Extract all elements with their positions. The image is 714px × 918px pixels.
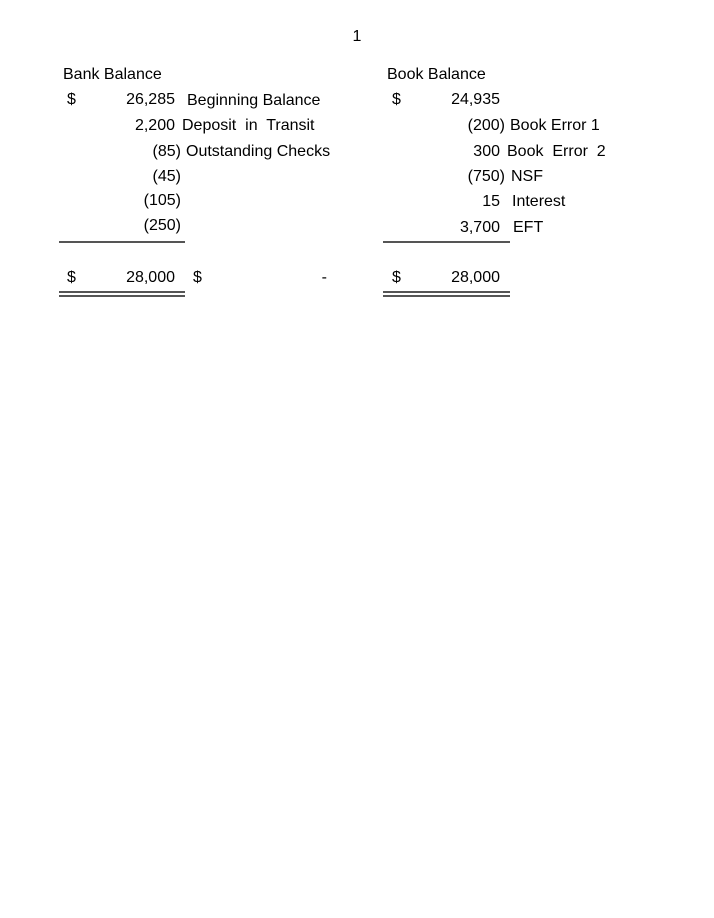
book-beginning-amount: 24,935 [451,91,500,108]
book-item-label: Book Error 1 [510,117,600,134]
bank-item-amount: (105) [143,192,181,209]
bank-balance-heading: Bank Balance [63,66,162,83]
page-number: 1 [352,28,362,45]
bank-item-label: Deposit in Transit [182,117,315,134]
bank-total-double-rule [59,291,185,297]
book-item-label: EFT [513,219,544,236]
book-total-dollar-sign: $ [392,269,401,286]
book-item-amount: 300 [473,143,500,160]
difference-value: - [321,269,327,286]
bank-item-amount: (45) [152,168,181,185]
bank-subtotal-rule [59,241,185,243]
bank-item-amount: 2,200 [134,117,175,134]
bank-beginning-amount: 26,285 [126,91,175,108]
book-item-label: Interest [512,193,566,210]
bank-item-amount: (250) [143,217,181,234]
bank-total-amount: 28,000 [126,269,175,286]
book-balance-heading: Book Balance [387,66,486,83]
bank-total-dollar-sign: $ [67,269,76,286]
book-total-amount: 28,000 [451,269,500,286]
bank-beginning-label: Beginning Balance [187,92,321,109]
book-item-amount: (750) [467,168,505,185]
book-beginning-dollar-sign: $ [392,91,401,108]
difference-dollar-sign: $ [193,269,202,286]
bank-item-label: Outstanding Checks [186,143,331,160]
book-total-double-rule [383,291,510,297]
book-item-amount: 15 [482,193,500,210]
bank-beginning-dollar-sign: $ [67,91,76,108]
book-item-label: NSF [511,168,543,185]
book-subtotal-rule [383,241,510,243]
bank-item-amount: (85) [152,143,181,160]
book-item-amount: (200) [467,117,505,134]
book-item-amount: 3,700 [459,219,500,236]
book-item-label: Book Error 2 [507,143,606,160]
